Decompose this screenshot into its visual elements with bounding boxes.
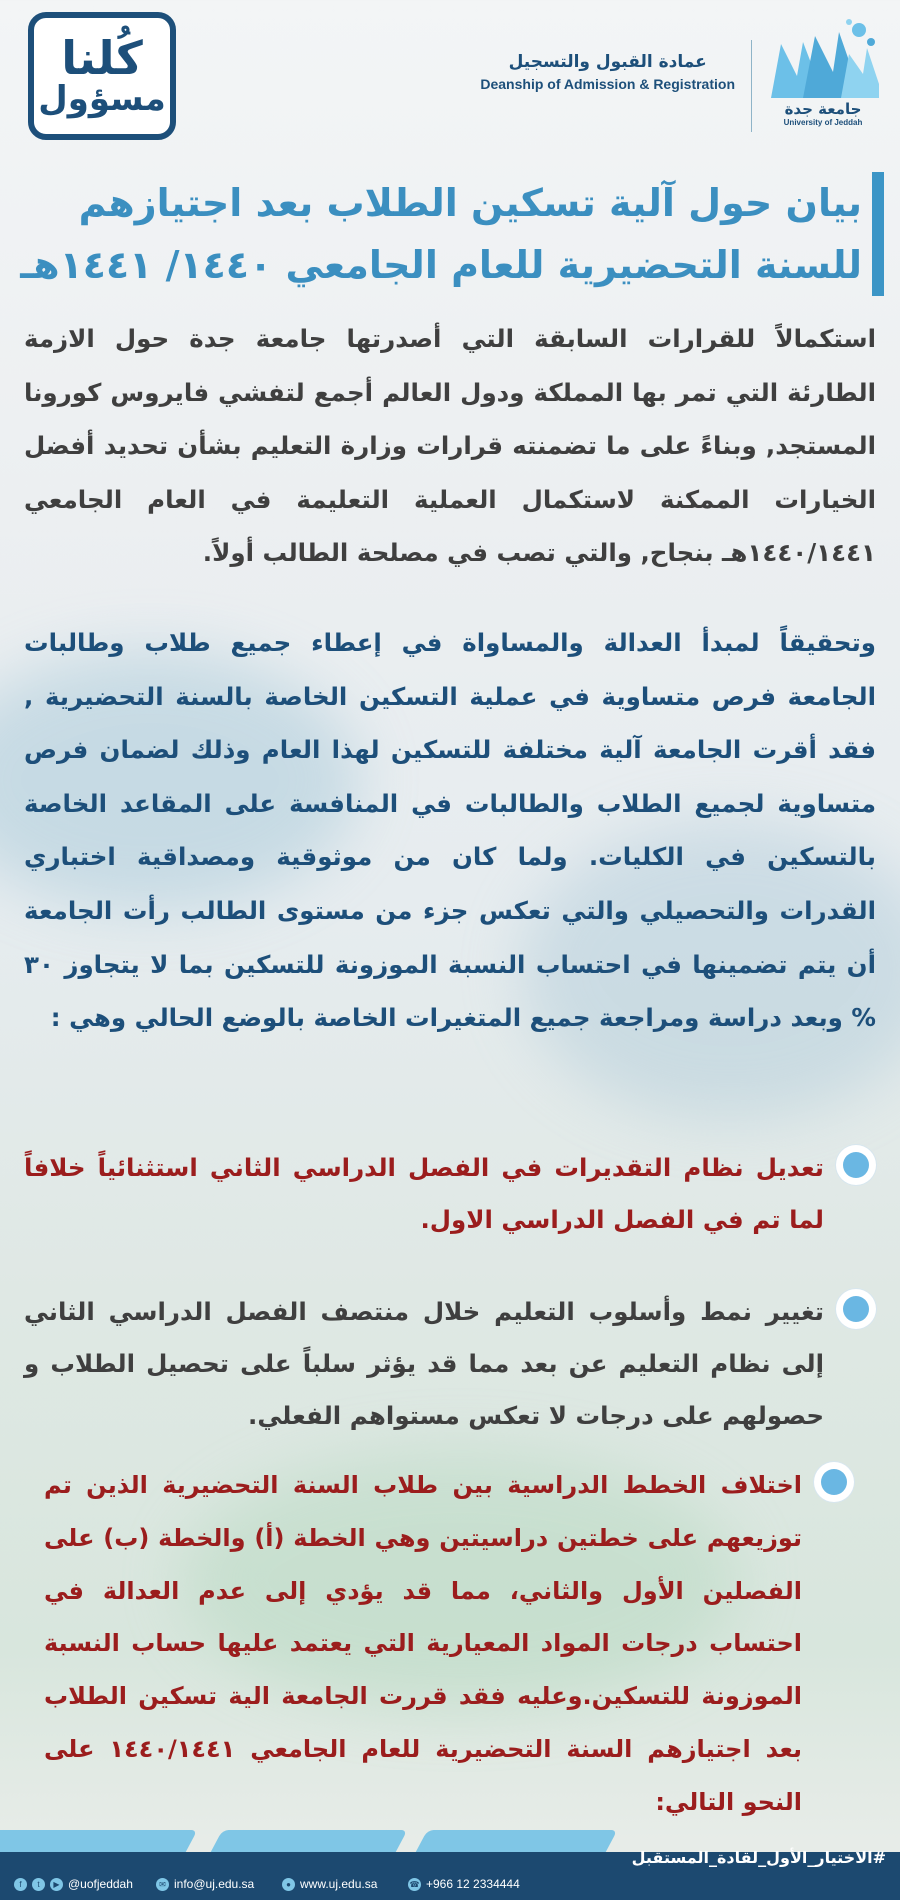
social-contact[interactable]: [14, 1877, 133, 1891]
website-url: www.uj.edu.sa: [300, 1877, 378, 1891]
title-line2: للسنة التحضيرية للعام الجامعي ١٤٤٠/ ١٤٤١هـ: [20, 243, 862, 287]
bullet-dot-icon: [836, 1289, 876, 1329]
badge-line1: كُلنا: [61, 31, 143, 85]
header: [0, 0, 900, 160]
phone-number: +966 12 2334444: [426, 1877, 520, 1891]
website-contact[interactable]: [282, 1877, 377, 1891]
footer-hashtag[interactable]: #الاختيار_الأول_لقادة_المستقبل: [631, 1848, 886, 1867]
phone-contact[interactable]: [408, 1877, 520, 1891]
badge-line2: مسؤول: [38, 79, 166, 120]
email-address: info@uj.edu.sa: [174, 1877, 255, 1891]
list-item: [44, 1459, 854, 1829]
deanship-english: Deanship of Admission & Registration: [480, 76, 735, 92]
statement-title: [16, 172, 884, 296]
deanship-title: [480, 52, 735, 92]
fairness-paragraph: وتحقيقاً لمبدأ العدالة والمساواة في إعطاء جميع طلاب وطالبات الجامعة فرص متساوية في عملية التسكين الخاصة بالسنة التحضيرية , فقد أقرت الجامعة آلية مختلفة للتسكين لهذا العام وذلك لضمان فرص متساوية لجميع الطلاب والطالبات في المنافسة على المقاعد الخاصة بالتسكين في الكليات. ولما كان من موثوقية ومصداقية اختباري القدرات والتحصيلي والتي تعكس جزء من مستوى الطالب رأت الجامعة أن يتم تضمينها في احتساب النسبة الموزونة للتسكين بما لا يتجاوز ٣٠ % وبعد دراسة ومراجعة جميع المتغيرات الخاصة بالوضع الحالي وهي :: [24, 628, 876, 1033]
university-emblem-icon: [763, 14, 883, 102]
kulna-masool-badge: [28, 12, 176, 140]
facebook-icon: f: [14, 1878, 27, 1891]
deanship-arabic: عمادة القبول والتسجيل: [508, 52, 707, 72]
university-name-english: University of Jeddah: [783, 118, 863, 127]
bullet-text: اختلاف الخطط الدراسية بين طلاب السنة التحضيرية الذين تم توزيعهم على خطتين دراسيتين وهي الخطة (أ) والخطة (ب) على الفصلين الأول والثاني، مما قد يؤدي إلى عدم العدالة في احتساب درجات المواد المعيارية التي يعتمد عليها حساب النسبة الموزونة للتسكين.وعليه فقد قررت الجامعة الية تسكين الطلاب بعد اجتيازهم السنة التحضيرية للعام الجامعي ١٤٤٠/١٤٤١ على النحو التالي:: [44, 1471, 803, 1816]
email-contact[interactable]: [156, 1877, 254, 1891]
bullet-dot-icon: [836, 1145, 876, 1185]
bullet-text: تغيير نمط وأسلوب التعليم خلال منتصف الفصل الدراسي الثاني إلى نظام التعليم عن بعد مما قد يؤثر سلباً على تحصيل الطلاب و حصولهم على درجات لا تعكس مستواهم الفعلي.: [24, 1297, 824, 1430]
list-item: [24, 1142, 876, 1246]
bullet-text: تعديل نظام التقديرات في الفصل الدراسي الثاني استثنائياً خلافاً لما تم في الفصل الدراسي الاول.: [24, 1153, 824, 1234]
bullet-dot-icon: [814, 1462, 854, 1502]
university-name-arabic: جامعة جدة: [784, 100, 862, 118]
twitter-icon: t: [32, 1878, 45, 1891]
list-item: [24, 1286, 876, 1442]
title-line1: بيان حول آلية تسكين الطلاب بعد اجتيازهم: [78, 181, 862, 225]
intro-paragraph: استكمالاً للقرارات السابقة التي أصدرتها جامعة جدة حول الازمة الطارئة التي تمر بها المملكة ودول العالم أجمع لتفشي فايروس كورونا المستجد, وبناءً على ما تضمنته قرارات وزارة التعليم بشأن تحديد أفضل الخيارات الممكنة لاستكمال العملية التعليمة في العام الجامعي ١٤٤٠/١٤٤١هـ بنجاح, والتي تصب في مصلحة الطالب أولاً.: [24, 324, 876, 568]
social-handle: @uofjeddah: [68, 1877, 133, 1891]
phone-icon: ☎: [409, 1879, 420, 1889]
university-logo: [758, 14, 888, 144]
youtube-icon: ▶: [50, 1878, 63, 1891]
email-icon: ✉: [156, 1878, 169, 1891]
globe-icon: ●: [282, 1878, 295, 1891]
header-divider: [751, 40, 752, 132]
